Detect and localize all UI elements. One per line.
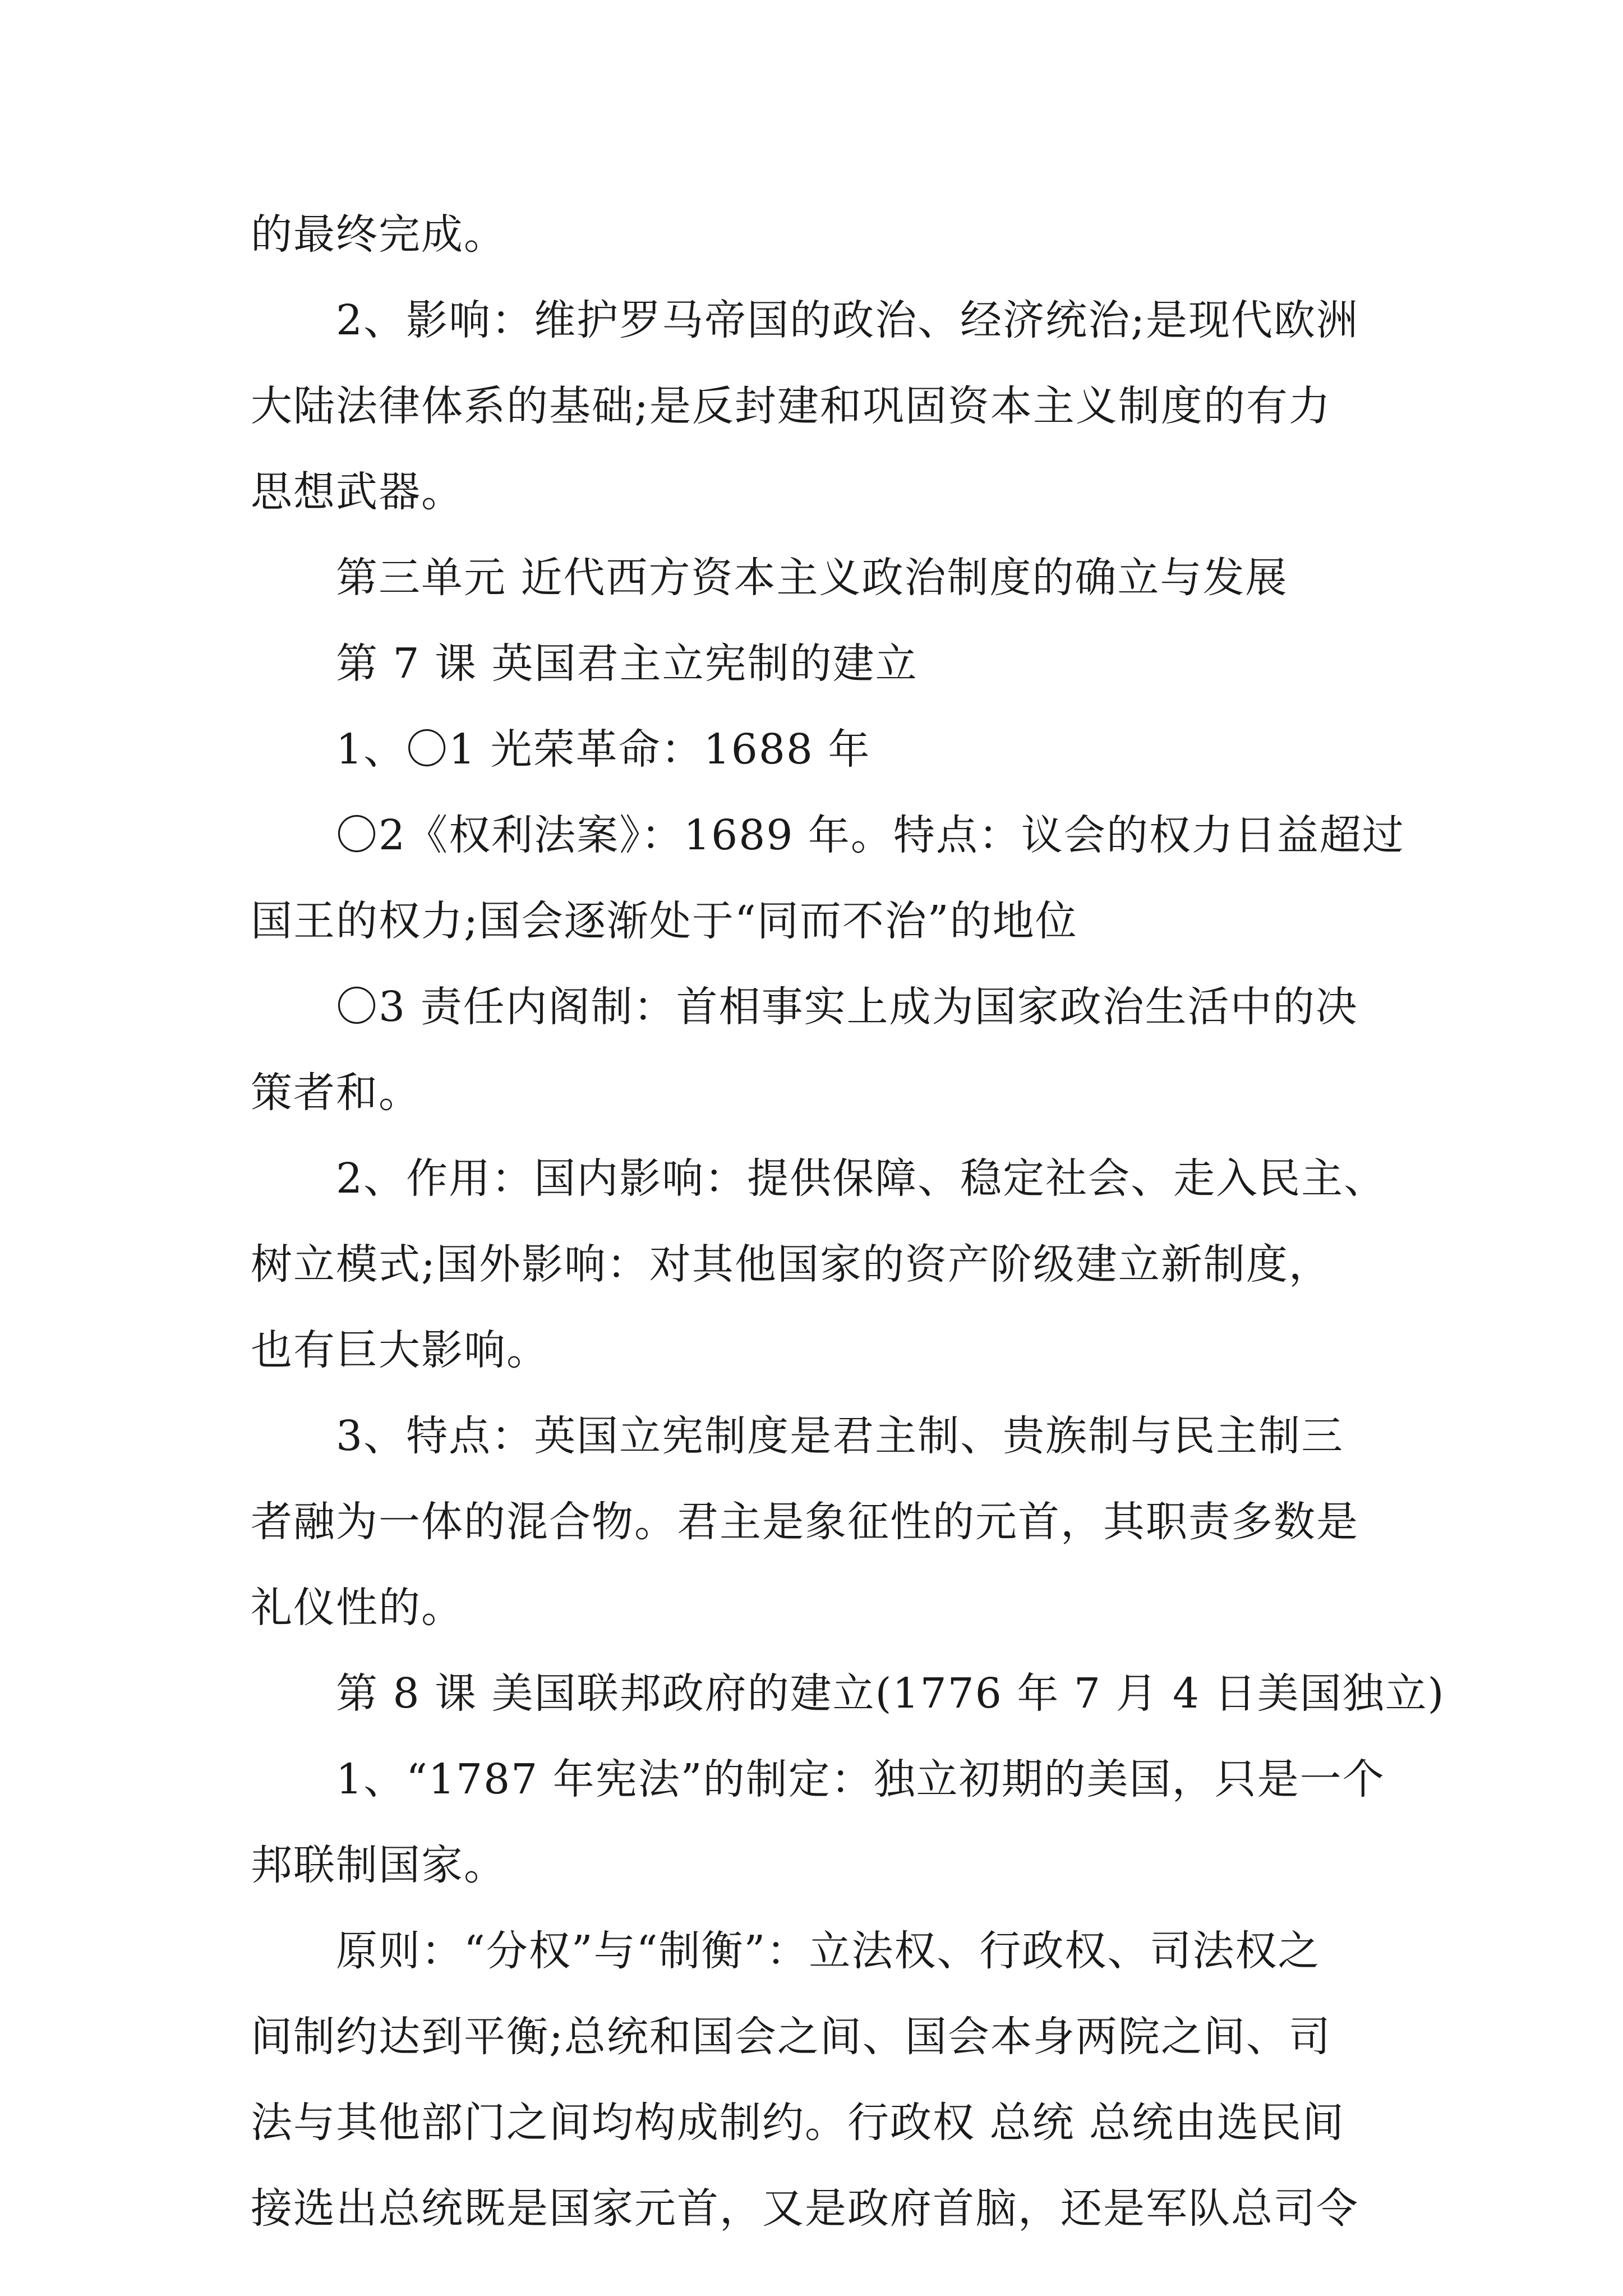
text-line: 3、特点：英国立宪制度是君主制、贵族制与民主制三 <box>336 1412 1344 1460</box>
text-line: 者融为一体的混合物。君主是象征性的元首，其职责多数是 <box>251 1498 1359 1546</box>
text-line: 1、“1787 年宪法”的制定：独立初期的美国，只是一个 <box>336 1755 1385 1803</box>
text-line: 策者和。 <box>251 1069 421 1117</box>
lesson-heading: 第 7 课 英国君主立宪制的建立 <box>336 639 918 688</box>
text-line: 〇2《权利法案》：1689 年。特点：议会的权力日益超过 <box>336 811 1405 859</box>
text-line: 邦联制国家。 <box>251 1841 506 1889</box>
text-line: 间制约达到平衡;总统和国会之间、国会本身两院之间、司 <box>251 2013 1331 2061</box>
unit-heading: 第三单元 近代西方资本主义政治制度的确立与发展 <box>336 554 1288 602</box>
text-line: 的最终完成。 <box>251 210 506 259</box>
text-line: 1、〇1 光荣革命：1688 年 <box>336 725 871 774</box>
text-line: 也有巨大影响。 <box>251 1326 549 1374</box>
text-line: 2、影响：维护罗马帝国的政治、经济统治;是现代欧洲 <box>336 296 1359 344</box>
text-line: 原则：“分权”与“制衡”：立法权、行政权、司法权之 <box>336 1927 1321 1975</box>
text-line: 接选出总统既是国家元首，又是政府首脑，还是军队总司令 <box>251 2184 1359 2233</box>
text-line: 思想武器。 <box>251 468 464 516</box>
text-line: 〇3 责任内阁制：首相事实上成为国家政治生活中的决 <box>336 983 1358 1031</box>
text-line: 法与其他部门之间均构成制约。行政权 总统 总统由选民间 <box>251 2099 1345 2147</box>
document-body <box>251 192 1445 2252</box>
text-line: 2、作用：国内影响：提供保障、稳定社会、走入民主、 <box>336 1154 1387 1203</box>
text-line: 国王的权力;国会逐渐处于“同而不治”的地位 <box>251 897 1078 945</box>
text-line: 礼仪性的。 <box>251 1584 464 1632</box>
lesson-heading: 第 8 课 美国联邦政府的建立(1776 年 7 月 4 日美国独立) <box>336 1669 1445 1718</box>
text-line: 树立模式;国外影响：对其他国家的资产阶级建立新制度， <box>251 1240 1331 1289</box>
text-line: 大陆法律体系的基础;是反封建和巩固资本主义制度的有力 <box>251 382 1331 430</box>
